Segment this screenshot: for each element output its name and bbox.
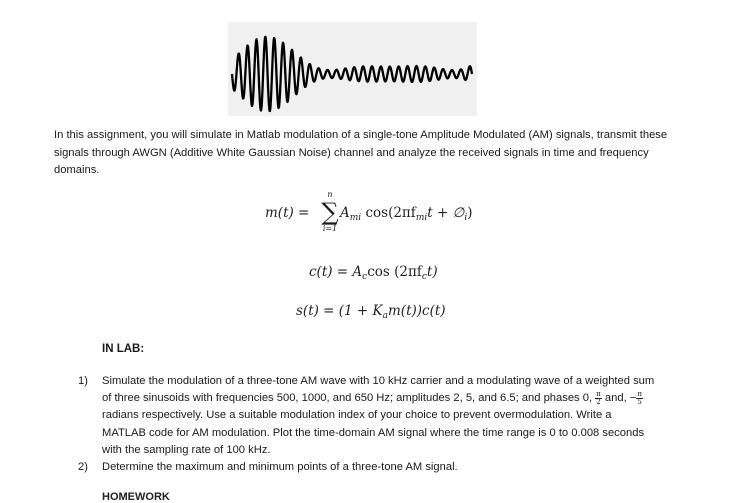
equation-carrier: $c(t) = A_c\cos$ $(2\pi f_ct)$ [309,264,438,282]
fraction-pi-over-2: $\frac{\pi}{2}$ [596,389,601,406]
summation-symbol: n ∑ i=1 [321,190,339,233]
homework-heading: HOMEWORK [102,491,170,503]
lab-task-list [78,373,658,476]
equation-m-rhs: $A_{mi}$ $\cos(2\pi f_{mi}t$ + $\emptyset_i$) [340,205,473,223]
am-waveform-icon [228,22,477,116]
in-lab-heading: IN LAB: [102,343,145,355]
fraction-pi-over-5: $\frac{\pi}{5}$ [637,389,642,406]
equation-m-lhs: m(t) = [265,205,310,221]
list-item: 1) Simulate the modulation of a three-tone AM wave with 10 kHz carrier and a modulating wave of a weighted sum of three sinusoids with frequencies 500, 1000, and 650 Hz; amplitudes 2, 5, and 6.5; and phases 0, $\frac{\pi}{2}$ and, − $\frac{\pi}{5}$ radians respectively. Use a suitable modulation index of your choice to prevent overmodulation. Write a MATLAB code for AM modulation. Plot the time-domain AM signal where the time range is 0 to 0.008 seconds with the sampling rate of 100 kHz. [78,375,655,456]
am-waveform-figure [228,22,477,116]
equation-am-signal: $s(t) = (1 + K_am(t))c(t)$ [296,303,446,321]
list-item: 2) Determine the maximum and minimum points of a three-tone AM signal. [78,461,458,474]
intro-paragraph: In this assignment, you will simulate in Matlab modulation of a single-tone Amplitude Modulated (AM) signals, transmit these signals through AWGN (Additive White Gaussian Noise) channel and analyze the received signals in time and frequency domains. [54,129,668,176]
